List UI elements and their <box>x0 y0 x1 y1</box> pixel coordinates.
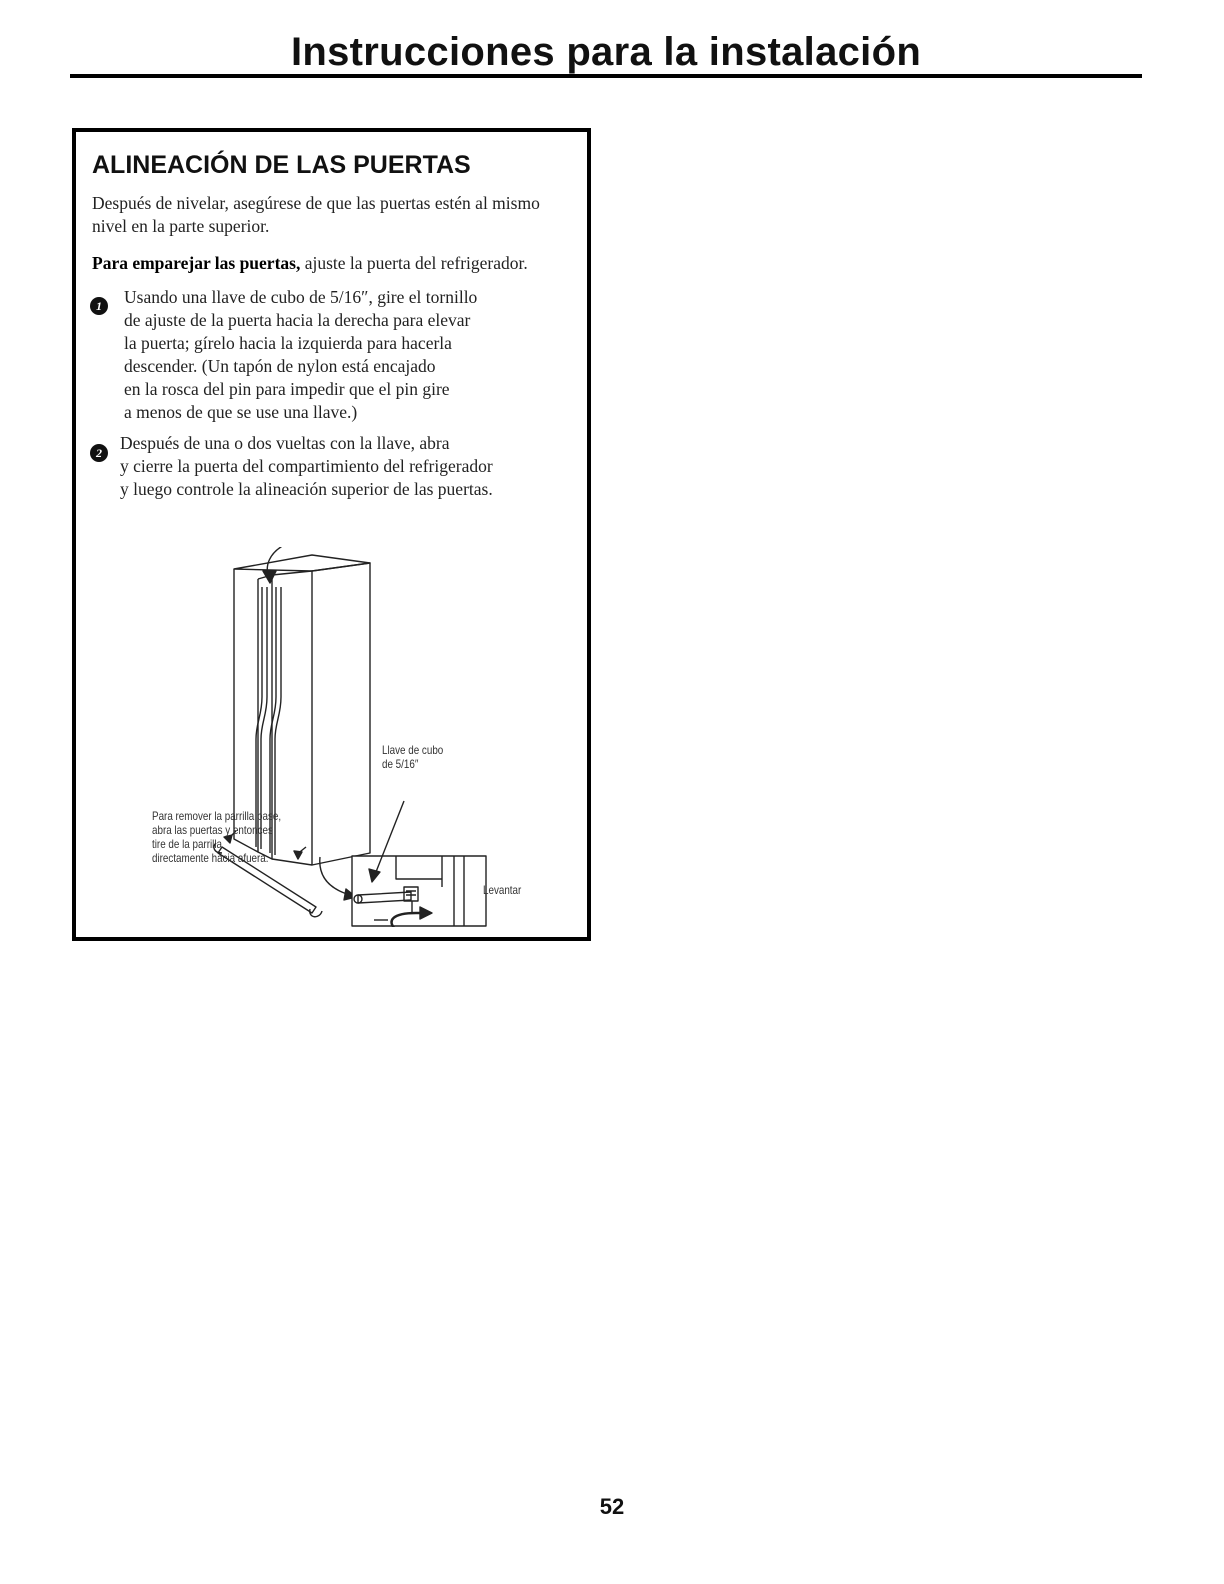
instruction-bold: Para emparejar las puertas, <box>92 253 301 273</box>
refrigerator-illustration <box>136 547 556 927</box>
raise-label: Levantar <box>483 883 522 897</box>
refrigerator-drawing <box>136 547 556 927</box>
step-number-badge: 2 <box>90 444 108 462</box>
header-rule <box>70 74 1142 78</box>
instruction-rest: ajuste la puerta del refrigerador. <box>300 253 528 273</box>
page-title-wrap <box>70 28 1142 76</box>
page-title: Instrucciones para la instalación <box>290 30 922 74</box>
page-number: 52 <box>599 1494 625 1519</box>
fridge-top <box>234 555 370 571</box>
socket-wrench-label: Llave de cubo de 5/16″ <box>382 743 444 771</box>
grille-removal-caption: Para remover la parrilla base, abra las puertas y entonces tire de la parrilla directamente hacia afuera. <box>152 809 282 865</box>
zoom-inset-box <box>352 856 486 926</box>
step-text: Después de una o dos vueltas con la llave, abra y cierre la puerta del compartimiento del refrigerador y luego controle la alineación superior de las puertas. <box>120 433 493 499</box>
intro-paragraph: Después de nivelar, asegúrese de que las puertas estén al mismo nivel en la parte superior. <box>92 193 540 236</box>
door-alignment-section <box>72 128 591 941</box>
step-number-badge: 1 <box>90 297 108 315</box>
instruction-paragraph <box>92 252 572 275</box>
section-heading: ALINEACIÓN DE LAS PUERTAS <box>92 151 471 179</box>
step-text: Usando una llave de cubo de 5/16″, gire el tornillo de ajuste de la puerta hacia la derecha para elevar la puerta; gírelo hacia la izquierda para hacerla descender. (Un tapón de nylon está encajado en la rosca del pin para impedir que el pin gire a menos de que se use una llave.) <box>124 287 478 422</box>
